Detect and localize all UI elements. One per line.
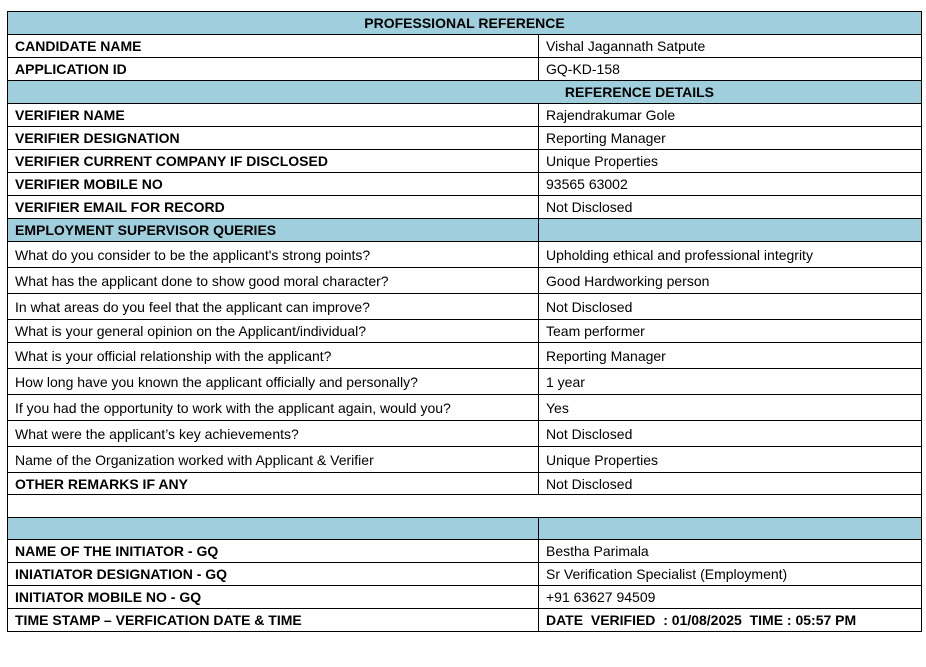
verifier-row: [8, 150, 922, 173]
answer: Not Disclosed: [539, 294, 922, 320]
query-row: [8, 268, 922, 294]
initiator-row: [8, 540, 922, 563]
question: What is your general opinion on the Applicant/individual?: [8, 320, 539, 343]
answer: Good Hardworking person: [539, 268, 922, 294]
field-label: VERIFIER DESIGNATION: [8, 127, 539, 150]
field-label: NAME OF THE INITIATOR - GQ: [8, 540, 539, 563]
other-remarks-row: [8, 473, 922, 495]
field-value: 93565 63002: [539, 173, 922, 196]
query-row: [8, 421, 922, 447]
field-label: OTHER REMARKS IF ANY: [8, 473, 539, 495]
field-value: Sr Verification Specialist (Employment): [539, 563, 922, 586]
form-title: PROFESSIONAL REFERENCE: [8, 12, 922, 35]
section-title-blank: [539, 219, 922, 242]
query-row: [8, 447, 922, 473]
question: Name of the Organization worked with Applicant & Verifier: [8, 447, 539, 473]
query-row: [8, 242, 922, 268]
initiator-row: [8, 586, 922, 609]
answer: Upholding ethical and professional integrity: [539, 242, 922, 268]
query-row: [8, 343, 922, 369]
verifier-row: [8, 173, 922, 196]
question: How long have you known the applicant officially and personally?: [8, 369, 539, 395]
section-title: EMPLOYMENT SUPERVISOR QUERIES: [8, 219, 539, 242]
candidate-name-row: [8, 35, 922, 58]
blank-row: [8, 495, 922, 518]
query-row: [8, 294, 922, 320]
field-label: INIATIATOR DESIGNATION - GQ: [8, 563, 539, 586]
field-label: CANDIDATE NAME: [8, 35, 539, 58]
answer: Team performer: [539, 320, 922, 343]
query-row: [8, 369, 922, 395]
application-id-row: [8, 58, 922, 81]
field-value: Not Disclosed: [539, 473, 922, 495]
question: What has the applicant done to show good moral character?: [8, 268, 539, 294]
field-value: Rajendrakumar Gole: [539, 104, 922, 127]
queries-header: [8, 219, 922, 242]
field-label: APPLICATION ID: [8, 58, 539, 81]
question: If you had the opportunity to work with the applicant again, would you?: [8, 395, 539, 421]
blank-header-cell: [8, 518, 539, 540]
answer: Not Disclosed: [539, 421, 922, 447]
question: What is your official relationship with the applicant?: [8, 343, 539, 369]
blank-header-cell: [539, 518, 922, 540]
field-label: INITIATOR MOBILE NO - GQ: [8, 586, 539, 609]
answer: Reporting Manager: [539, 343, 922, 369]
field-value: GQ-KD-158: [539, 58, 922, 81]
field-value: Vishal Jagannath Satpute: [539, 35, 922, 58]
field-label: VERIFIER EMAIL FOR RECORD: [8, 196, 539, 219]
answer: Yes: [539, 395, 922, 421]
verifier-row: [8, 104, 922, 127]
field-value: Unique Properties: [539, 150, 922, 173]
initiator-row: [8, 563, 922, 586]
title-row: [8, 12, 922, 35]
answer: Unique Properties: [539, 447, 922, 473]
field-label: VERIFIER MOBILE NO: [8, 173, 539, 196]
timestamp-row: [8, 609, 922, 632]
field-value: Reporting Manager: [539, 127, 922, 150]
verifier-row: [8, 127, 922, 150]
field-value: Bestha Parimala: [539, 540, 922, 563]
verification-timestamp: DATE VERIFIED : 01/08/2025 TIME : 05:57 PM: [539, 609, 922, 632]
field-value: Not Disclosed: [539, 196, 922, 219]
question: In what areas do you feel that the applicant can improve?: [8, 294, 539, 320]
professional-reference-table: [7, 11, 922, 632]
section-title: REFERENCE DETAILS: [8, 81, 922, 104]
question: What do you consider to be the applicant's strong points?: [8, 242, 539, 268]
field-label: VERIFIER CURRENT COMPANY IF DISCLOSED: [8, 150, 539, 173]
field-label: VERIFIER NAME: [8, 104, 539, 127]
field-label: TIME STAMP – VERFICATION DATE & TIME: [8, 609, 539, 632]
query-row: [8, 320, 922, 343]
query-row: [8, 395, 922, 421]
reference-details-header: [8, 81, 922, 104]
answer: 1 year: [539, 369, 922, 395]
verifier-row: [8, 196, 922, 219]
blank-cell: [8, 495, 922, 518]
field-value: +91 63627 94509: [539, 586, 922, 609]
question: What were the applicant’s key achievements?: [8, 421, 539, 447]
initiator-header-blank: [8, 518, 922, 540]
